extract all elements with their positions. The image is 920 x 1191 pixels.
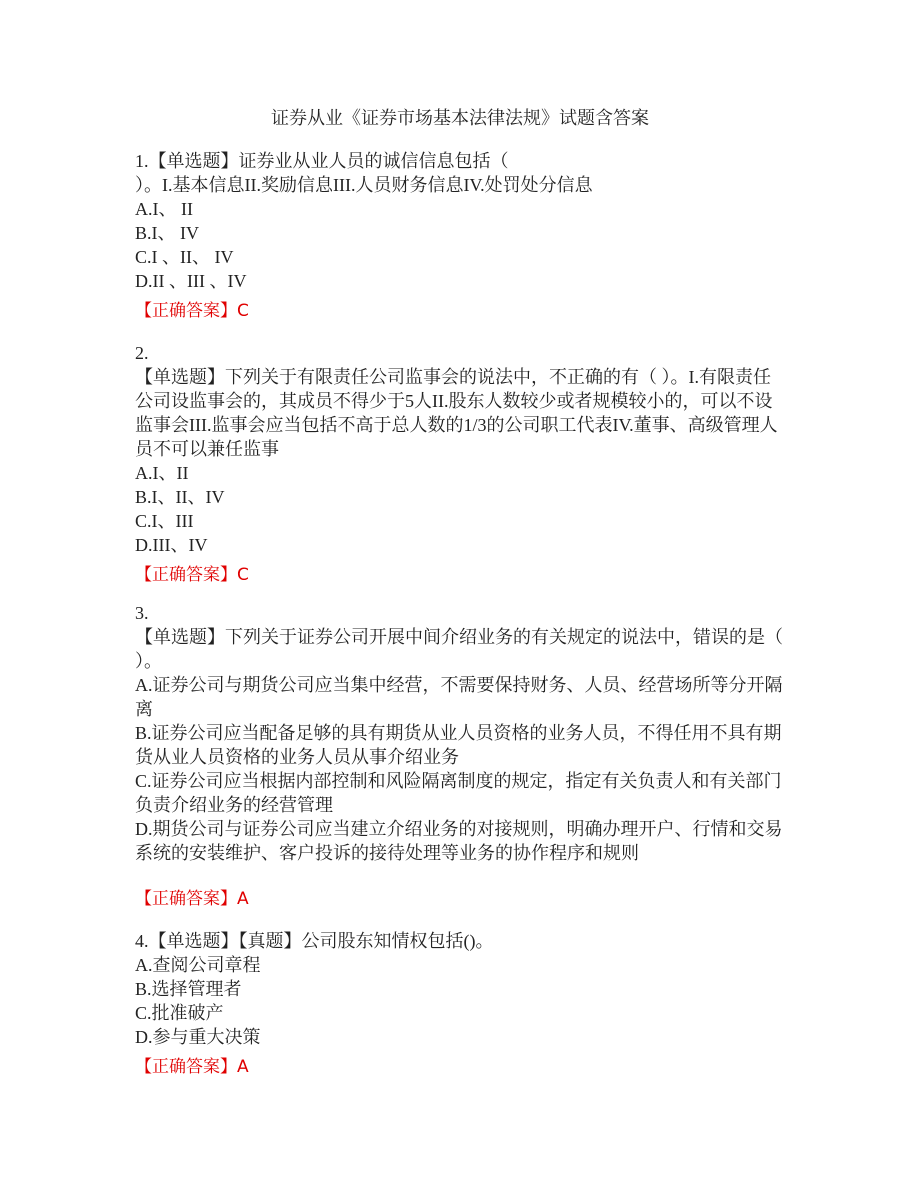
question-text-line: ）。 (135, 651, 162, 671)
question-text-line: 3. (135, 603, 149, 623)
question-text-line: D.II 、III 、IV (135, 271, 247, 291)
question-1 (135, 149, 795, 323)
correct-answer: 【正确答案】A (135, 889, 249, 909)
question-4 (135, 929, 795, 1079)
question-text-line: A.查阅公司章程 (135, 955, 261, 975)
question-text-line: D.III、IV (135, 535, 208, 555)
question-text-line: 员不可以兼任监事 (135, 439, 279, 459)
question-text-line: B.证券公司应当配备足够的具有期货从业人员资格的业务人员，不得任用不具有期 (135, 723, 782, 743)
correct-answer: 【正确答案】C (135, 301, 249, 321)
question-text-line: 【单选题】下列关于证券公司开展中间介绍业务的有关规定的说法中，错误的是（ (135, 627, 783, 647)
question-text-line: 货从业人员资格的业务人员从事介绍业务 (135, 747, 459, 767)
question-text-line: 系统的安装维护、客户投诉的接待处理等业务的协作程序和规则 (135, 843, 639, 863)
question-text-line: 1.【单选题】证券业从业人员的诚信信息包括（ (135, 151, 509, 171)
question-text-line: C.证券公司应当根据内部控制和风险隔离制度的规定，指定有关负责人和有关部门 (135, 771, 782, 791)
question-text-line: 【单选题】下列关于有限责任公司监事会的说法中，不正确的有（ ）。I.有限责任 (135, 367, 771, 387)
question-text-line: C.I、III (135, 511, 194, 531)
question-2 (135, 341, 795, 587)
question-text-line: A.I、II (135, 463, 189, 483)
question-text-line: B.I、II、IV (135, 487, 225, 507)
question-3 (135, 601, 795, 911)
correct-answer: 【正确答案】A (135, 1057, 249, 1077)
question-text-line: A.证券公司与期货公司应当集中经营，不需要保持财务、人员、经营场所等分开隔 (135, 675, 783, 695)
question-text-line: A.I、 II (135, 199, 193, 219)
question-text-line: 负责介绍业务的经营管理 (135, 795, 333, 815)
question-text-line: 离 (135, 699, 153, 719)
question-text-line: D.期货公司与证券公司应当建立介绍业务的对接规则，明确办理开户、行情和交易 (135, 819, 783, 839)
question-text-line: D.参与重大决策 (135, 1027, 261, 1047)
question-text-line: 2. (135, 343, 149, 363)
question-text-line: 公司设监事会的，其成员不得少于5人II.股东人数较少或者规模较小的，可以不设 (135, 391, 773, 411)
question-text-line: C.I 、II、 IV (135, 247, 234, 267)
question-text-line: 4.【单选题】【真题】公司股东知情权包括()。 (135, 931, 494, 951)
document-title: 证券从业《证券市场基本法律法规》试题含答案 (271, 108, 649, 128)
correct-answer: 【正确答案】C (135, 565, 249, 585)
question-text-line: B.选择管理者 (135, 979, 242, 999)
question-text-line: ）。I.基本信息II.奖励信息III.人员财务信息IV.处罚处分信息 (135, 175, 593, 195)
question-text-line: B.I、 IV (135, 223, 199, 243)
question-text-line: 监事会III.监事会应当包括不高于总人数的1/3的公司职工代表IV.董事、高级管理人 (135, 415, 778, 435)
question-text-line: C.批准破产 (135, 1003, 224, 1023)
